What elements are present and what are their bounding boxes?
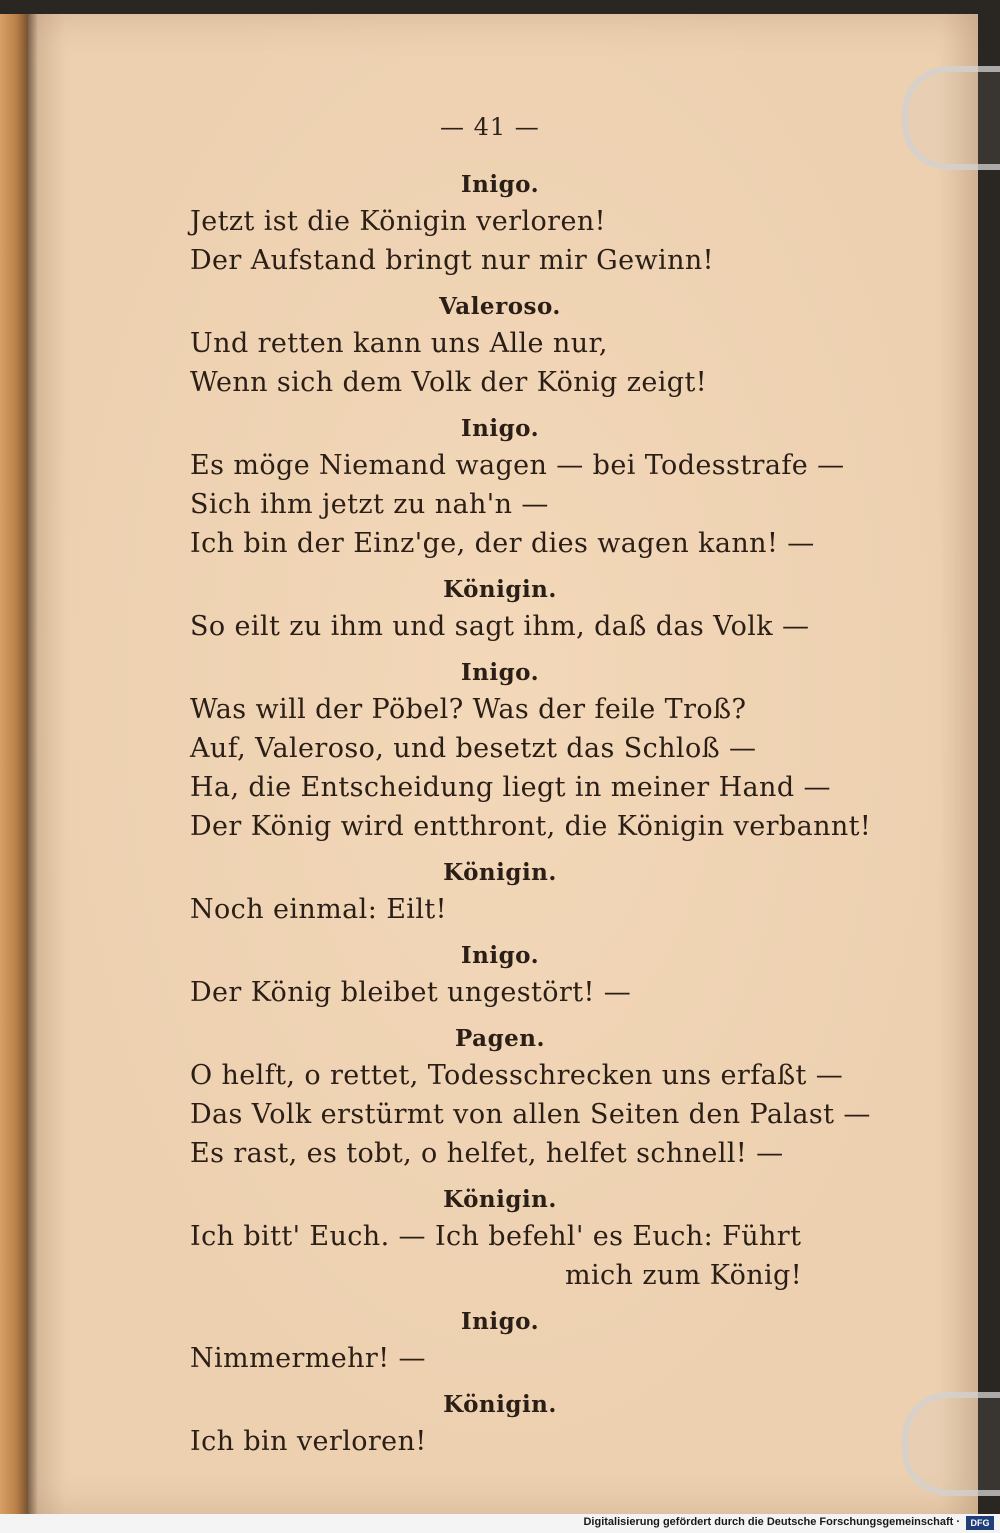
verse-line: Noch einmal: Eilt! — [190, 894, 447, 925]
verse-line: Der König bleibet ungestört! — — [190, 977, 632, 1008]
speaker-name: Königin. — [443, 1186, 557, 1213]
verse-line: So eilt zu ihm und sagt ihm, daß das Volk — — [190, 611, 810, 642]
verse-line: Der Aufstand bringt nur mir Gewinn! — [190, 245, 714, 276]
page-text — [190, 168, 872, 1461]
verse-line: Wenn sich dem Volk der König zeigt! — [190, 367, 707, 398]
funding-credit: Digitalisierung gefördert durch die Deutsche Forschungsgemeinschaft · — [583, 1516, 960, 1528]
verse-line: Nimmermehr! — — [190, 1343, 426, 1374]
verse-line: Das Volk erstürmt von allen Seiten den Palast — — [190, 1099, 871, 1130]
page-clip-top — [902, 66, 1000, 170]
verse-line: O helft, o rettet, Todesschrecken uns erfaßt — — [190, 1060, 844, 1091]
verse-line: Ich bin der Einz'ge, der dies wagen kann! — — [190, 528, 815, 559]
speaker-name: Valeroso. — [439, 293, 561, 320]
speaker-name: Inigo. — [460, 171, 540, 198]
verse-line-continuation: mich zum König! — [565, 1260, 802, 1291]
dfg-logo: DFG — [966, 1516, 994, 1530]
page-clip-bottom — [902, 1392, 1000, 1496]
page-gutter-shadow — [28, 14, 38, 1514]
verse-line: Und retten kann uns Alle nur, — [190, 328, 608, 359]
verse-line: Der König wird entthront, die Königin verbannt! — [190, 811, 872, 842]
speaker-name: Inigo. — [460, 1308, 540, 1335]
page-number: — 41 — — [440, 113, 540, 141]
verse-line: Ich bin verloren! — [190, 1426, 427, 1457]
verse-line: Jetzt ist die Königin verloren! — [190, 206, 606, 237]
speaker-name: Königin. — [443, 576, 557, 603]
verse-line: Es rast, es tobt, o helfet, helfet schnell! — — [190, 1138, 784, 1169]
speaker-name: Königin. — [443, 1391, 557, 1418]
speaker-name: Inigo. — [460, 659, 540, 686]
speaker-name: Inigo. — [460, 942, 540, 969]
verse-line: Ich bitt' Euch. — Ich befehl' es Euch: Führt — [190, 1221, 802, 1252]
verse-line: Es möge Niemand wagen — bei Todesstrafe — — [190, 450, 845, 481]
speaker-name: Inigo. — [460, 415, 540, 442]
verse-line: Sich ihm jetzt zu nah'n — — [190, 489, 549, 520]
verse-line: Ha, die Entscheidung liegt in meiner Hand — — [190, 772, 831, 803]
speaker-name: Pagen. — [454, 1025, 546, 1052]
verse-line: Auf, Valeroso, und besetzt das Schloß — — [190, 733, 757, 764]
digitization-footer — [0, 1514, 1000, 1533]
verse-line: Was will der Pöbel? Was der feile Troß? — [190, 694, 747, 725]
speaker-name: Königin. — [443, 859, 557, 886]
